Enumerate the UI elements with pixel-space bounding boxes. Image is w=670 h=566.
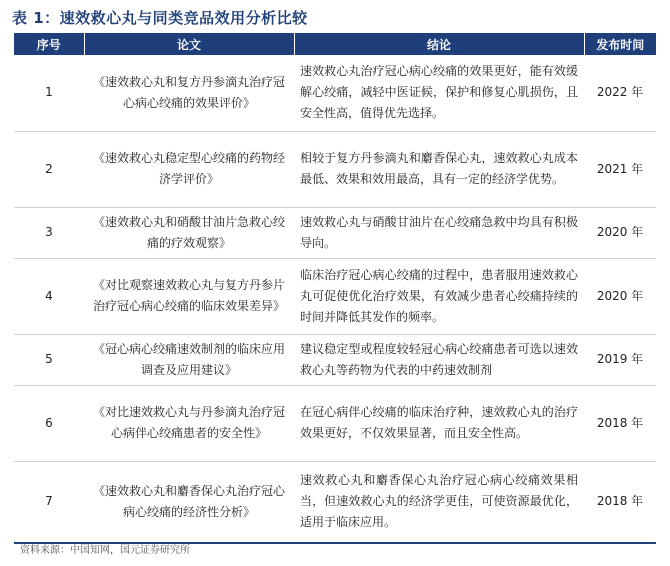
publish-year: 2021 年: [584, 131, 656, 207]
row-number: 6: [14, 385, 84, 461]
paper-title: 《对比速效救心丸与丹参滴丸治疗冠心病伴心绞痛患者的安全性》: [84, 385, 294, 461]
publish-year: 2020 年: [584, 258, 656, 334]
table-row: [14, 334, 656, 385]
comparison-table: [14, 33, 656, 544]
table-row: [14, 207, 656, 258]
conclusion-text: 速效救心丸和麝香保心丸治疗冠心病心绞痛效果相当，但速效救心丸的经济学更佳，可使资源最优化，适用于临床应用。: [294, 461, 584, 543]
publish-year: 2018 年: [584, 461, 656, 543]
conclusion-text: 速效救心丸治疗冠心病心绞痛的效果更好，能有效缓解心绞痛，减轻中医证候，保护和修复心肌损伤，且安全性高，值得优先选择。: [294, 55, 584, 131]
conclusion-text: 相较于复方丹参滴丸和麝香保心丸，速效救心丸成本最低、效果和效用最高，具有一定的经济学优势。: [294, 131, 584, 207]
publish-year: 2018 年: [584, 385, 656, 461]
header-paper: 论文: [84, 33, 294, 55]
conclusion-text: 在冠心病伴心绞痛的临床治疗种，速效救心丸的治疗效果更好，不仅效果显著，而且安全性高。: [294, 385, 584, 461]
table-row: [14, 385, 656, 461]
conclusion-text: 建议稳定型或程度较轻冠心病心绞痛患者可选以速效救心丸等药物为代表的中药速效制剂: [294, 334, 584, 385]
header-year: 发布时间: [584, 33, 656, 55]
table-row: [14, 461, 656, 543]
table-row: [14, 55, 656, 131]
paper-title: 《冠心病心绞痛速效制剂的临床应用调查及应用建议》: [84, 334, 294, 385]
paper-title: 《速效救心丸和复方丹参滴丸治疗冠心病心绞痛的效果评价》: [84, 55, 294, 131]
row-number: 2: [14, 131, 84, 207]
table-title: 表 1：速效救心丸与同类竞品效用分析比较: [12, 9, 308, 27]
paper-title: 《速效救心丸稳定型心绞痛的药物经济学评价》: [84, 131, 294, 207]
publish-year: 2020 年: [584, 207, 656, 258]
paper-title: 《速效救心丸和硝酸甘油片急救心绞痛的疗效观察》: [84, 207, 294, 258]
publish-year: 2019 年: [584, 334, 656, 385]
row-number: 1: [14, 55, 84, 131]
paper-title: 《对比观察速效救心丸与复方丹参片治疗冠心病心绞痛的临床效果差异》: [84, 258, 294, 334]
table-row: [14, 258, 656, 334]
table-row: [14, 131, 656, 207]
row-number: 4: [14, 258, 84, 334]
paper-title: 《速效救心丸和麝香保心丸治疗冠心病心绞痛的经济性分析》: [84, 461, 294, 543]
row-number: 5: [14, 334, 84, 385]
header-conclusion: 结论: [294, 33, 584, 55]
conclusion-text: 速效救心丸与硝酸甘油片在心绞痛急救中均具有积极导向。: [294, 207, 584, 258]
conclusion-text: 临床治疗冠心病心绞痛的过程中，患者服用速效救心丸可促使优化治疗效果，有效减少患者心绞痛持续的时间并降低其发作的频率。: [294, 258, 584, 334]
table-header-row: [14, 33, 656, 55]
publish-year: 2022 年: [584, 55, 656, 131]
source-note: 资料来源：中国知网，国元证券研究所: [20, 545, 190, 556]
row-number: 3: [14, 207, 84, 258]
row-number: 7: [14, 461, 84, 543]
header-no: 序号: [14, 33, 84, 55]
